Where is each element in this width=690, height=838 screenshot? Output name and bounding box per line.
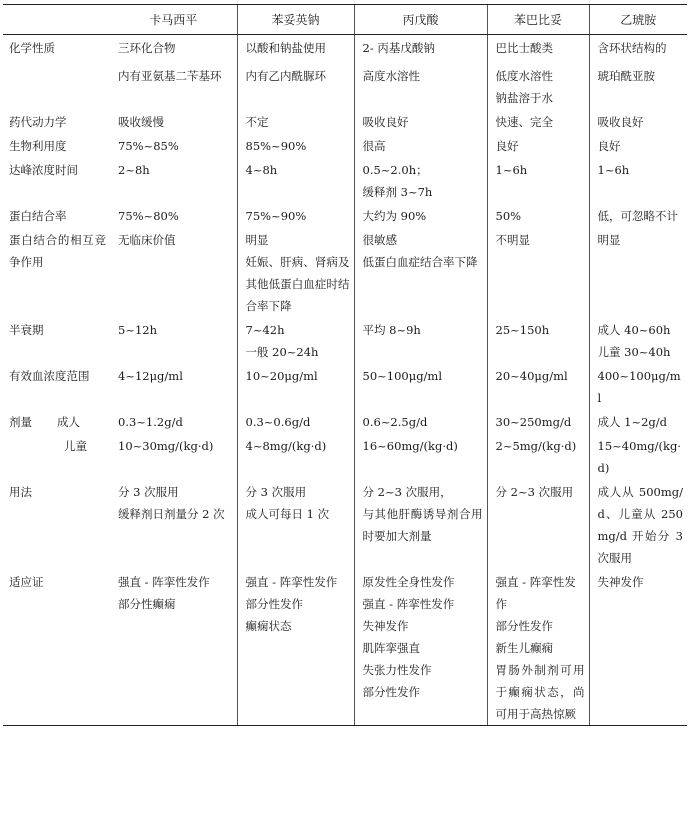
row-label-peak-time: 达峰浓度时间 — [9, 163, 78, 177]
table-cell: 快速、完全 — [487, 109, 589, 133]
table-cell: 10~20μg/ml — [237, 363, 354, 409]
table-cell: 良好 — [589, 133, 687, 157]
table-cell: 0.3~1.2g/d — [118, 415, 183, 429]
header-carbamazepine: 卡马西平 — [110, 5, 237, 35]
table-cell: 巴比士酸类 低度水溶性 钠盐溶于水 — [487, 35, 589, 110]
header-valproate: 丙戊酸 — [354, 5, 487, 35]
table-cell: 75%~90% — [237, 203, 354, 227]
table-cell: 很敏感 低蛋白血症结合率下降 — [354, 227, 487, 317]
header-row — [3, 5, 687, 35]
table-cell: 无临床价值 — [118, 233, 176, 247]
table-cell: 明显 妊娠、肝病、肾病及其他低蛋白血症时结合率下降 — [237, 227, 354, 317]
table-cell: 2~5mg/(kg·d) — [487, 433, 589, 479]
row-label-dose-adult — [3, 409, 110, 433]
table-cell: 75%~80% — [118, 209, 179, 223]
table-cell: 50% — [487, 203, 589, 227]
table-cell: 分 2~3 次服用 — [487, 479, 589, 569]
row-label-chemistry: 化学性质 — [9, 41, 55, 55]
table-cell: 分 3 次服用 成人可每日 1 次 — [237, 479, 354, 569]
row-label-dose-child — [3, 433, 110, 479]
table-row — [3, 35, 687, 110]
table-cell: 16~60mg/(kg·d) — [354, 433, 487, 479]
table-cell: 7~42h 一般 20~24h — [237, 317, 354, 363]
row-label-binding-competition: 蛋白结合的相互竞争作用 — [9, 233, 106, 269]
header-phenobarbital: 苯巴比妥 — [487, 5, 589, 35]
table-cell: 明显 — [589, 227, 687, 317]
table-cell: 0.3~0.6g/d — [237, 409, 354, 433]
row-label-pharmacokinetics: 药代动力学 — [9, 115, 67, 129]
table-cell: 分 3 次服用 缓释剂日剂量分 2 次 — [118, 485, 225, 521]
table-row — [3, 133, 687, 157]
row-label-half-life: 半衰期 — [9, 323, 44, 337]
table-cell: 0.6~2.5g/d — [354, 409, 487, 433]
table-cell: 1~6h — [487, 157, 589, 203]
table-cell: 原发性全身性发作 强直 - 阵挛性发作 失神发作 肌阵挛强直 失张力性发作 部分性发作 — [354, 569, 487, 726]
table-cell: 大约为 90% — [354, 203, 487, 227]
table-cell: 25~150h — [487, 317, 589, 363]
table-cell: 很高 — [354, 133, 487, 157]
table-cell: 5~12h — [118, 323, 157, 337]
table-cell: 吸收良好 — [589, 109, 687, 133]
row-label-protein-binding: 蛋白结合率 — [9, 209, 67, 223]
table-cell: 成人从 500mg/d、儿童从 250mg/d 开始分 3 次服用 — [589, 479, 687, 569]
table-cell: 400~100μg/ml — [589, 363, 687, 409]
table-cell: 低，可忽略不计 — [589, 203, 687, 227]
table-row — [3, 227, 687, 317]
table-row — [3, 109, 687, 133]
table-cell: 4~8h — [237, 157, 354, 203]
table-cell: 75%~85% — [118, 139, 179, 153]
table-cell: 30~250mg/d — [487, 409, 589, 433]
table-cell: 良好 — [487, 133, 589, 157]
table-cell: 20~40μg/ml — [487, 363, 589, 409]
table-cell: 不定 — [237, 109, 354, 133]
row-label-bioavailability: 生物利用度 — [9, 139, 67, 153]
antiepileptic-comparison-table — [3, 4, 687, 726]
table-cell: 不明显 — [487, 227, 589, 317]
table-cell: 2~8h — [118, 163, 150, 177]
table-cell: 4~12μg/ml — [118, 369, 183, 383]
table-cell: 强直 - 阵挛性发作 部分性癫痫 — [110, 569, 237, 726]
dose-child-label: 儿童 — [64, 439, 87, 453]
row-label-indications: 适应证 — [3, 569, 110, 726]
table-cell: 含环状结构的 琥珀酰亚胺 — [589, 35, 687, 110]
table-cell: 失神发作 — [589, 569, 687, 726]
table-cell: 2- 丙基戊酸钠 高度水溶性 — [354, 35, 487, 110]
table-row — [3, 409, 687, 433]
table-cell: 0.5~2.0h； 缓释剂 3~7h — [354, 157, 487, 203]
table-row — [3, 317, 687, 363]
table-row — [3, 363, 687, 409]
table-cell: 85%~90% — [237, 133, 354, 157]
table-cell: 50~100μg/ml — [354, 363, 487, 409]
header-ethosuximide: 乙琥胺 — [589, 5, 687, 35]
table-row — [3, 433, 687, 479]
table-cell: 分 2~3 次服用， 与其他肝酶诱导剂合用时要加大剂量 — [354, 479, 487, 569]
table-cell: 15~40mg/(kg·d) — [589, 433, 687, 479]
table-cell: 吸收缓慢 — [118, 115, 164, 129]
table-cell: 10~30mg/(kg·d) — [118, 439, 214, 453]
table-row — [3, 157, 687, 203]
table-cell: 成人 40~60h 儿童 30~40h — [589, 317, 687, 363]
table-cell: 以酸和钠盐使用 内有乙内酰脲环 — [237, 35, 354, 110]
table-cell: 三环化合物 内有亚氨基二苄基环 — [118, 41, 222, 83]
dose-adult-label: 成人 — [57, 415, 80, 429]
table-row — [3, 569, 687, 726]
table-cell: 1~6h — [589, 157, 687, 203]
dose-label: 剂量 — [9, 415, 32, 429]
header-phenytoin: 苯妥英钠 — [237, 5, 354, 35]
row-label-usage: 用法 — [9, 485, 32, 499]
table-cell: 强直 - 阵挛性发作 部分性发作 新生儿癫痫 胃肠外制剂可用于癫痫状态，尚可用于高热惊厥 — [487, 569, 589, 726]
header-corner — [3, 5, 110, 35]
table-cell: 强直 - 阵挛性发作 部分性发作 癫痫状态 — [237, 569, 354, 726]
table-row — [3, 479, 687, 569]
table-cell: 成人 1~2g/d — [589, 409, 687, 433]
table-cell: 4~8mg/(kg·d) — [237, 433, 354, 479]
table-cell: 吸收良好 — [354, 109, 487, 133]
table-cell: 平均 8~9h — [354, 317, 487, 363]
table-row — [3, 203, 687, 227]
row-label-effective-concentration: 有效血浓度范围 — [9, 369, 90, 383]
